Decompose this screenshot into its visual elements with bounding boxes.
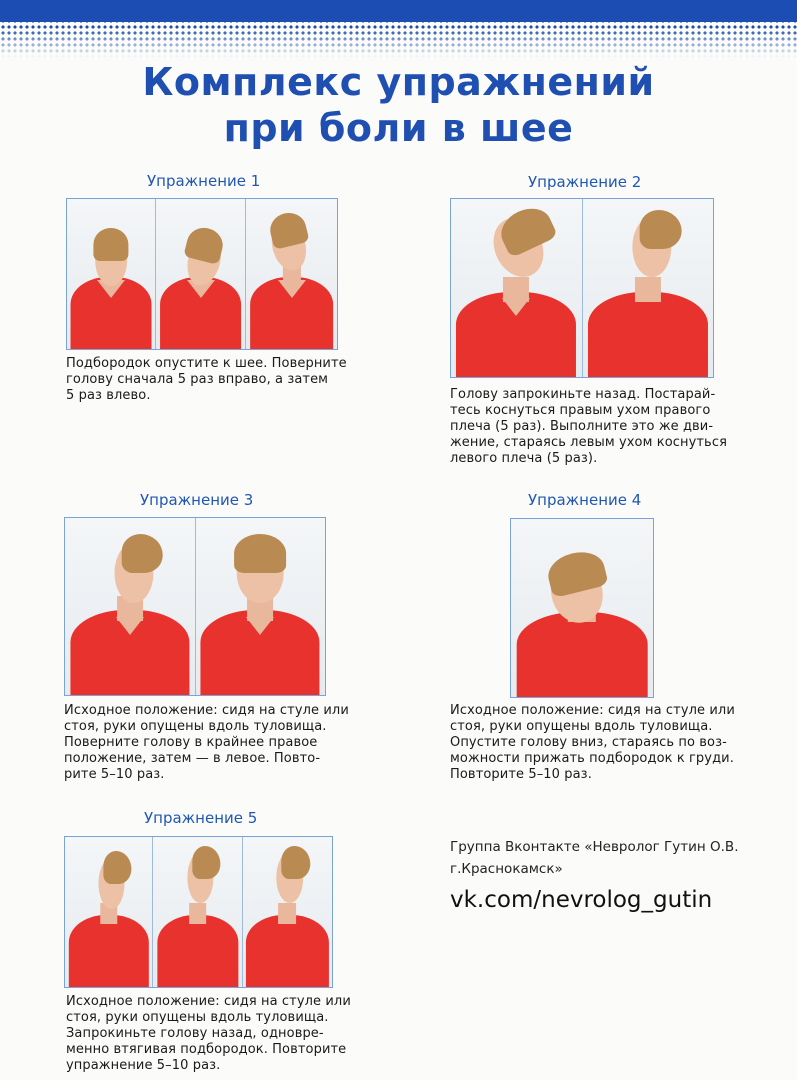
vk-group-line2: г.Краснокамск» <box>450 861 563 877</box>
exercise-4-description: Исходное положение: сидя на стуле или стоя, руки опущены вдоль туловища. Опустите голову вниз, стараясь по воз- можности прижать подбородок к груди. Повторите 5–10 раз. <box>450 703 735 782</box>
exercise-5-label: Упражнение 5 <box>144 809 258 827</box>
exercise-3-photo-1 <box>65 518 196 695</box>
exercise-4-photo-1 <box>511 519 653 697</box>
exercise-3-photos <box>64 517 326 696</box>
exercise-5-photos <box>64 836 333 988</box>
exercise-5-photo-2 <box>153 837 242 987</box>
exercise-5-photo-1 <box>65 837 153 987</box>
exercise-1-description: Подбородок опустите к шее. Поверните голову сначала 5 раз вправо, а затем 5 раз влево. <box>66 356 347 403</box>
exercise-3-photo-2 <box>196 518 326 695</box>
vk-group-line1: Группа Вконтакте «Невролог Гутин О.В. <box>450 839 739 855</box>
page-title-line2: при боли в шее <box>223 106 574 150</box>
vk-link[interactable]: vk.com/nevrolog_gutin <box>450 887 713 913</box>
exercise-2-photo-1 <box>451 199 583 377</box>
page-title-line1: Комплекс упражнений <box>142 60 655 104</box>
exercise-4-label: Упражнение 4 <box>528 491 642 509</box>
exercise-5-photo-3 <box>243 837 332 987</box>
exercise-2-photos <box>450 198 714 378</box>
exercise-1-label: Упражнение 1 <box>147 172 261 190</box>
exercise-1-photo-2 <box>156 199 246 349</box>
exercise-1-photo-3 <box>246 199 337 349</box>
exercise-4-photos <box>510 518 654 698</box>
exercise-1-photos <box>66 198 338 350</box>
exercise-2-description: Голову запрокиньте назад. Постарай- тесь коснуться правым ухом правого плеча (5 раз). Выполните это же дви- жение, стараясь левым ухом коснуться левого плеча (5 раз). <box>450 387 727 466</box>
exercise-2-label: Упражнение 2 <box>528 173 642 191</box>
exercise-3-description: Исходное положение: сидя на стуле или стоя, руки опущены вдоль туловища. Поверните голову в крайнее правое положение, затем — в левое. Повто- рите 5–10 раз. <box>64 703 349 782</box>
exercise-1-photo-1 <box>67 199 156 349</box>
vk-group-info <box>450 836 738 880</box>
exercise-2-photo-2 <box>583 199 714 377</box>
header-dot-band <box>0 0 797 58</box>
exercise-3-label: Упражнение 3 <box>140 491 254 509</box>
exercise-5-description: Исходное положение: сидя на стуле или стоя, руки опущены вдоль туловища. Запрокиньте голову назад, одновре- менно втягивая подбородок. Повторите упражнение 5–10 раз. <box>66 994 351 1073</box>
